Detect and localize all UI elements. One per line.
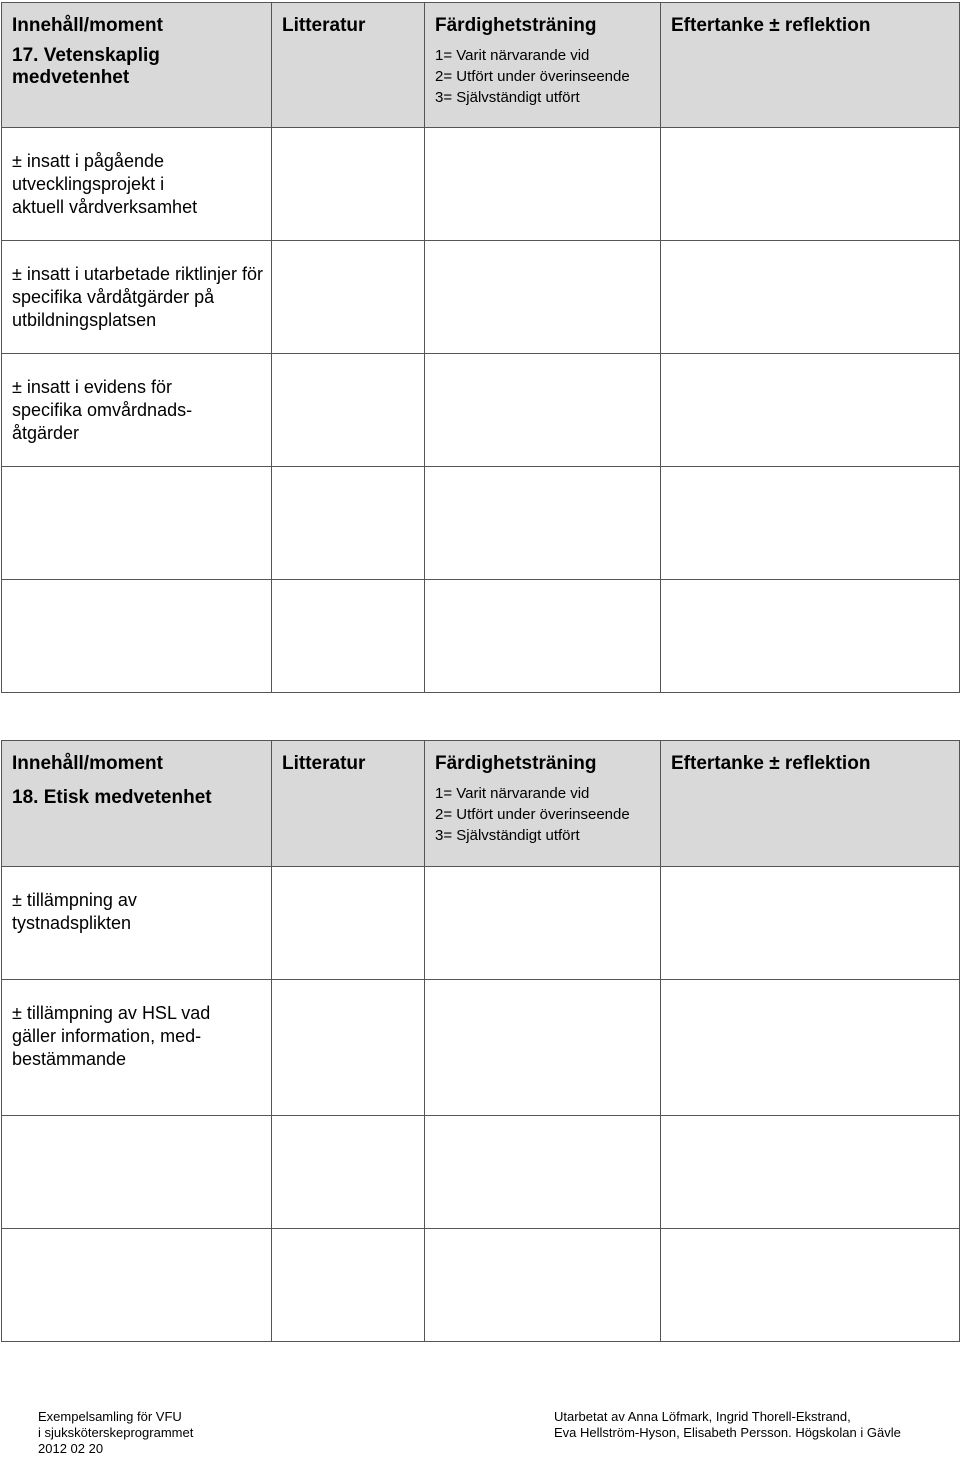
skills-cell[interactable] — [425, 1116, 661, 1229]
reflection-cell[interactable] — [661, 354, 960, 467]
reflection-cell[interactable] — [661, 1229, 960, 1342]
table-section-17 — [1, 2, 960, 693]
section-title: 18. Etisk medvetenhet — [12, 787, 212, 808]
table-row — [2, 241, 960, 354]
skills-column-header-cell — [425, 3, 661, 128]
content-column-header: Innehåll/moment — [12, 15, 163, 36]
skills-cell[interactable] — [425, 467, 661, 580]
rating-scale-item: 3= Självständigt utfört — [435, 827, 580, 844]
reflection-cell[interactable] — [661, 580, 960, 693]
footer-right — [554, 1409, 901, 1441]
rating-scale — [435, 45, 660, 108]
content-cell — [2, 980, 272, 1116]
footer-line: Utarbetat av Anna Löfmark, Ingrid Thorell-Ekstrand, — [554, 1409, 851, 1424]
literature-column-header-cell — [272, 3, 425, 128]
literature-cell[interactable] — [272, 354, 425, 467]
content-text: ± insatt i pågående utvecklingsprojekt i aktuell vårdverksamhet — [12, 151, 198, 217]
rating-scale — [435, 783, 660, 846]
table-row — [2, 1116, 960, 1229]
reflection-column-header-cell — [661, 741, 960, 867]
literature-cell[interactable] — [272, 467, 425, 580]
rating-scale-item: 1= Varit närvarande vid — [435, 785, 590, 802]
skills-cell[interactable] — [425, 980, 661, 1116]
table-row — [2, 867, 960, 980]
literature-cell[interactable] — [272, 980, 425, 1116]
skills-cell[interactable] — [425, 354, 661, 467]
table-row — [2, 128, 960, 241]
content-text: ± insatt i utarbetade riktlinjer för specifika vårdåtgärder på utbildningsplatsen — [12, 264, 263, 330]
skills-cell[interactable] — [425, 1229, 661, 1342]
content-column-header-cell — [2, 3, 272, 128]
literature-cell[interactable] — [272, 867, 425, 980]
literature-column-header-cell — [272, 741, 425, 867]
content-cell[interactable] — [2, 580, 272, 693]
rating-scale-item: 2= Utfört under överinseende — [435, 806, 630, 823]
content-cell[interactable] — [2, 1229, 272, 1342]
content-column-header-cell — [2, 741, 272, 867]
footer-left — [38, 1409, 193, 1457]
content-cell[interactable] — [2, 1116, 272, 1229]
reflection-cell[interactable] — [661, 1116, 960, 1229]
literature-cell[interactable] — [272, 580, 425, 693]
literature-column-header: Litteratur — [282, 753, 366, 774]
reflection-cell[interactable] — [661, 128, 960, 241]
content-cell[interactable] — [2, 467, 272, 580]
literature-cell[interactable] — [272, 128, 425, 241]
table-header-row — [2, 741, 960, 867]
skills-cell[interactable] — [425, 867, 661, 980]
content-cell — [2, 128, 272, 241]
content-cell — [2, 354, 272, 467]
section-title: 17. Vetenskaplig medvetenhet — [12, 45, 160, 88]
table-section-18 — [1, 740, 960, 1342]
skills-cell[interactable] — [425, 128, 661, 241]
table-header-row — [2, 3, 960, 128]
content-text: ± tillämpning av tystnadsplikten — [12, 890, 137, 933]
footer-line: i sjuksköterskeprogrammet — [38, 1425, 194, 1440]
footer-line: Exempelsamling för VFU — [38, 1409, 182, 1424]
reflection-cell[interactable] — [661, 241, 960, 354]
footer-line: Eva Hellström-Hyson, Elisabeth Persson. Högskolan i Gävle — [554, 1425, 901, 1440]
reflection-cell[interactable] — [661, 867, 960, 980]
rating-scale-item: 2= Utfört under överinseende — [435, 68, 630, 85]
table-row — [2, 580, 960, 693]
reflection-column-header: Eftertanke ± reflektion — [671, 15, 871, 36]
skills-cell[interactable] — [425, 241, 661, 354]
content-cell — [2, 867, 272, 980]
content-text: ± tillämpning av HSL vad gäller information, med-bestämmande — [12, 1003, 211, 1069]
content-text: ± insatt i evidens för specifika omvårdnads-åtgärder — [12, 377, 193, 443]
reflection-cell[interactable] — [661, 467, 960, 580]
skills-column-header: Färdighetsträning — [435, 753, 597, 774]
skills-column-header: Färdighetsträning — [435, 15, 597, 36]
content-column-header: Innehåll/moment — [12, 753, 163, 774]
reflection-cell[interactable] — [661, 980, 960, 1116]
reflection-column-header-cell — [661, 3, 960, 128]
literature-column-header: Litteratur — [282, 15, 366, 36]
skills-column-header-cell — [425, 741, 661, 867]
literature-cell[interactable] — [272, 241, 425, 354]
rating-scale-item: 1= Varit närvarande vid — [435, 47, 590, 64]
literature-cell[interactable] — [272, 1116, 425, 1229]
footer-line: 2012 02 20 — [38, 1441, 104, 1456]
table-row — [2, 1229, 960, 1342]
rating-scale-item: 3= Självständigt utfört — [435, 89, 580, 106]
content-cell — [2, 241, 272, 354]
literature-cell[interactable] — [272, 1229, 425, 1342]
table-row — [2, 354, 960, 467]
table-row — [2, 980, 960, 1116]
skills-cell[interactable] — [425, 580, 661, 693]
reflection-column-header: Eftertanke ± reflektion — [671, 753, 871, 774]
table-row — [2, 467, 960, 580]
